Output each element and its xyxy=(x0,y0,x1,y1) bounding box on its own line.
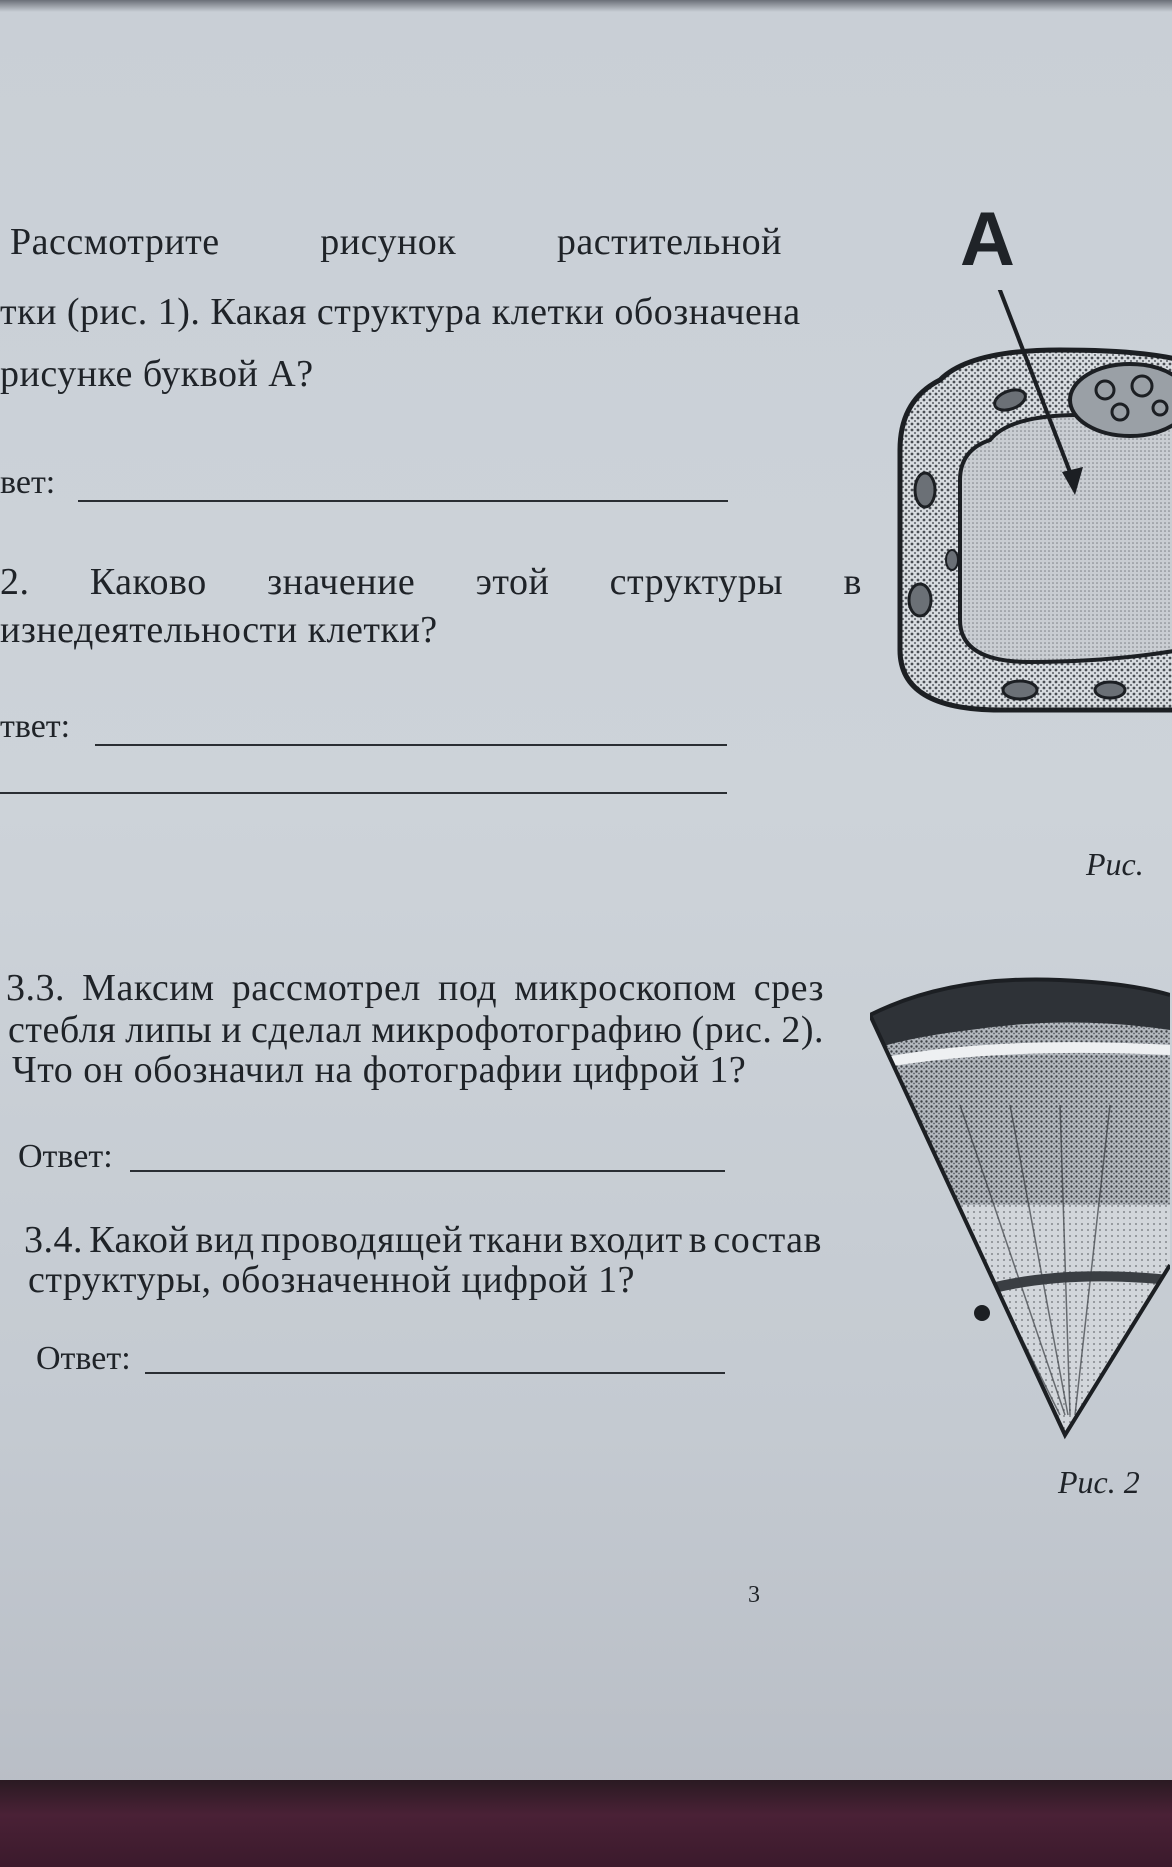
label-dot xyxy=(974,1305,990,1321)
q1-answer-label: вет: xyxy=(0,464,56,501)
q2-answer-label: твет: xyxy=(0,708,71,745)
word: 2). xyxy=(781,1009,824,1051)
page-top-shadow xyxy=(0,0,1172,12)
word: рисунок xyxy=(320,221,457,263)
word: этой xyxy=(475,561,550,603)
word: проводящей xyxy=(260,1219,463,1261)
word: структуры xyxy=(609,561,784,603)
q34-answer-label: Ответ: xyxy=(36,1340,131,1377)
word: сделал xyxy=(251,1009,363,1051)
word: 3.3. xyxy=(6,967,65,1009)
q33-line-1 xyxy=(6,966,824,1010)
q2-line-2: изнедеятельности клетки? xyxy=(0,609,438,651)
word: Какой xyxy=(89,1219,190,1261)
q34-line-1 xyxy=(24,1218,822,1262)
q2-line-1 xyxy=(0,560,862,604)
word: Каково xyxy=(89,561,207,603)
word: стебля xyxy=(8,1009,117,1051)
q33-answer-label: Ответ: xyxy=(18,1138,113,1175)
background-fabric xyxy=(0,1780,1172,1867)
q33-line-3: Что он обозначил на фотографии цифрой 1? xyxy=(12,1049,747,1091)
word: рассмотрел xyxy=(231,967,421,1009)
word: микроскопом xyxy=(514,967,737,1009)
word: растительной xyxy=(556,221,782,263)
word: под xyxy=(437,967,498,1009)
q2-answer-line-1[interactable] xyxy=(95,744,727,746)
figure-1-caption: Рис. xyxy=(1086,846,1144,882)
page-number: 3 xyxy=(748,1582,760,1608)
word: Рассмотрите xyxy=(10,221,220,263)
figure-1-letter-a: А xyxy=(960,197,1015,282)
figure-2-stem-section xyxy=(870,975,1170,1455)
word: срез xyxy=(753,967,824,1009)
q34-answer-line[interactable] xyxy=(145,1372,725,1374)
word: липы xyxy=(125,1009,213,1051)
word: 3.4. xyxy=(24,1219,83,1261)
q1-line-3: рисунке буквой А? xyxy=(0,353,314,395)
word: микрофотографию xyxy=(371,1009,683,1051)
word: в xyxy=(688,1219,708,1261)
figure-2-caption: Рис. 2 xyxy=(1058,1464,1140,1500)
q33-line-2 xyxy=(8,1008,824,1052)
q1-answer-line[interactable] xyxy=(78,500,728,502)
nucleus-shape xyxy=(1070,364,1172,436)
q34-line-2: структуры, обозначенной цифрой 1? xyxy=(28,1259,636,1301)
q33-answer-line[interactable] xyxy=(130,1170,725,1172)
word: 2. xyxy=(0,561,30,603)
figure-1-plant-cell xyxy=(880,290,1172,750)
q2-answer-line-2[interactable] xyxy=(0,792,727,794)
word: Максим xyxy=(82,967,215,1009)
q1-line-2: тки (рис. 1). Какая структура клетки обозначена xyxy=(0,291,801,333)
word: значение xyxy=(267,561,416,603)
word: входит xyxy=(569,1219,683,1261)
word: (рис. xyxy=(691,1009,773,1051)
word: состав xyxy=(713,1219,822,1261)
word: вид xyxy=(195,1219,255,1261)
word: в xyxy=(843,561,862,603)
q1-line-1 xyxy=(10,220,782,264)
word: ткани xyxy=(469,1219,564,1261)
word: и xyxy=(221,1009,243,1051)
